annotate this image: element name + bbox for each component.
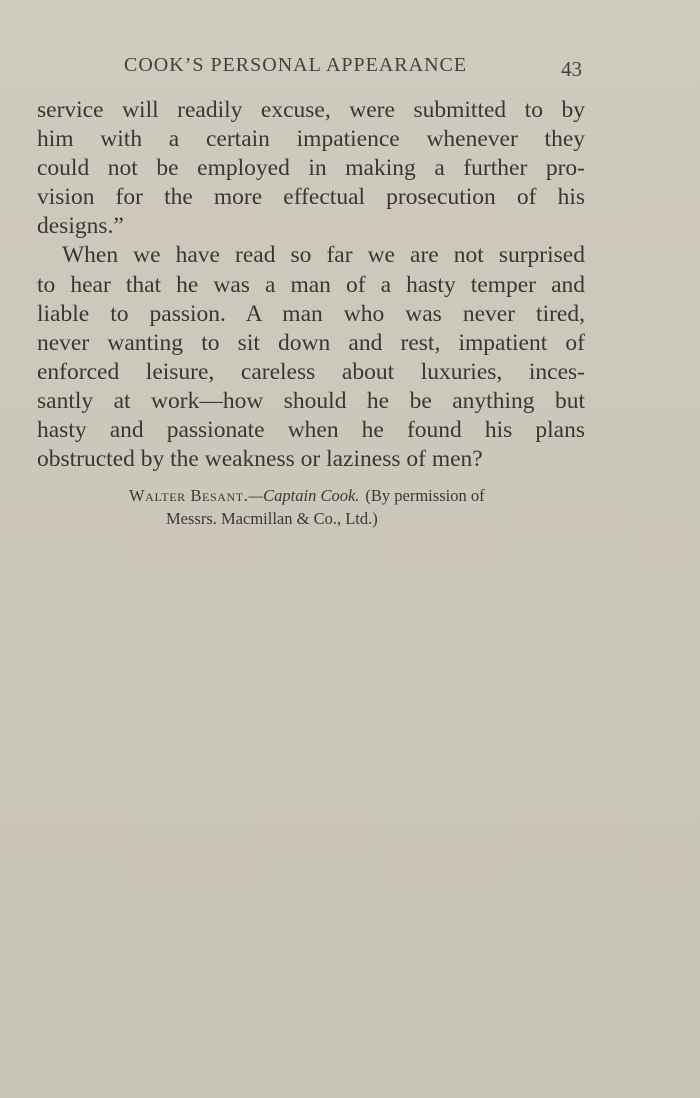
citation-work: —Captain Cook.: [248, 486, 360, 505]
text-line: could not be employed in making a further pro-: [37, 155, 585, 182]
text-line: liable to passion. A man who was never tired,: [37, 300, 585, 327]
text-line: enforced leisure, careless about luxuries, inces-: [37, 358, 585, 385]
citation: [129, 484, 569, 530]
text-line: vision for the more effectual prosecution of his: [37, 184, 585, 211]
text-line: service will readily excuse, were submitted to by: [37, 97, 585, 123]
paragraph-first-line: When we have read so far we are not surprised: [62, 242, 585, 269]
text-line: santly at work—how should he be anything but: [37, 387, 585, 414]
text-line: to hear that he was a man of a hasty temper and: [37, 271, 585, 298]
citation-author: Walter Besant.: [129, 486, 249, 505]
citation-note: (By permission of: [365, 486, 485, 505]
running-head: [0, 54, 700, 84]
text-line: hasty and passionate when he found his plans: [37, 417, 585, 444]
citation-line: [129, 484, 569, 507]
running-head-title: COOK’S PERSONAL APPEARANCE: [124, 54, 468, 76]
body-text: [37, 96, 585, 474]
text-line: him with a certain impatience whenever they: [37, 126, 585, 153]
text-line: obstructed by the weakness or laziness of men?: [37, 446, 483, 473]
text-line: designs.”: [37, 213, 124, 240]
page-number: 43: [561, 57, 582, 81]
text-line: never wanting to sit down and rest, impatient of: [37, 329, 585, 356]
citation-publisher: Messrs. Macmillan & Co., Ltd.): [166, 509, 378, 528]
